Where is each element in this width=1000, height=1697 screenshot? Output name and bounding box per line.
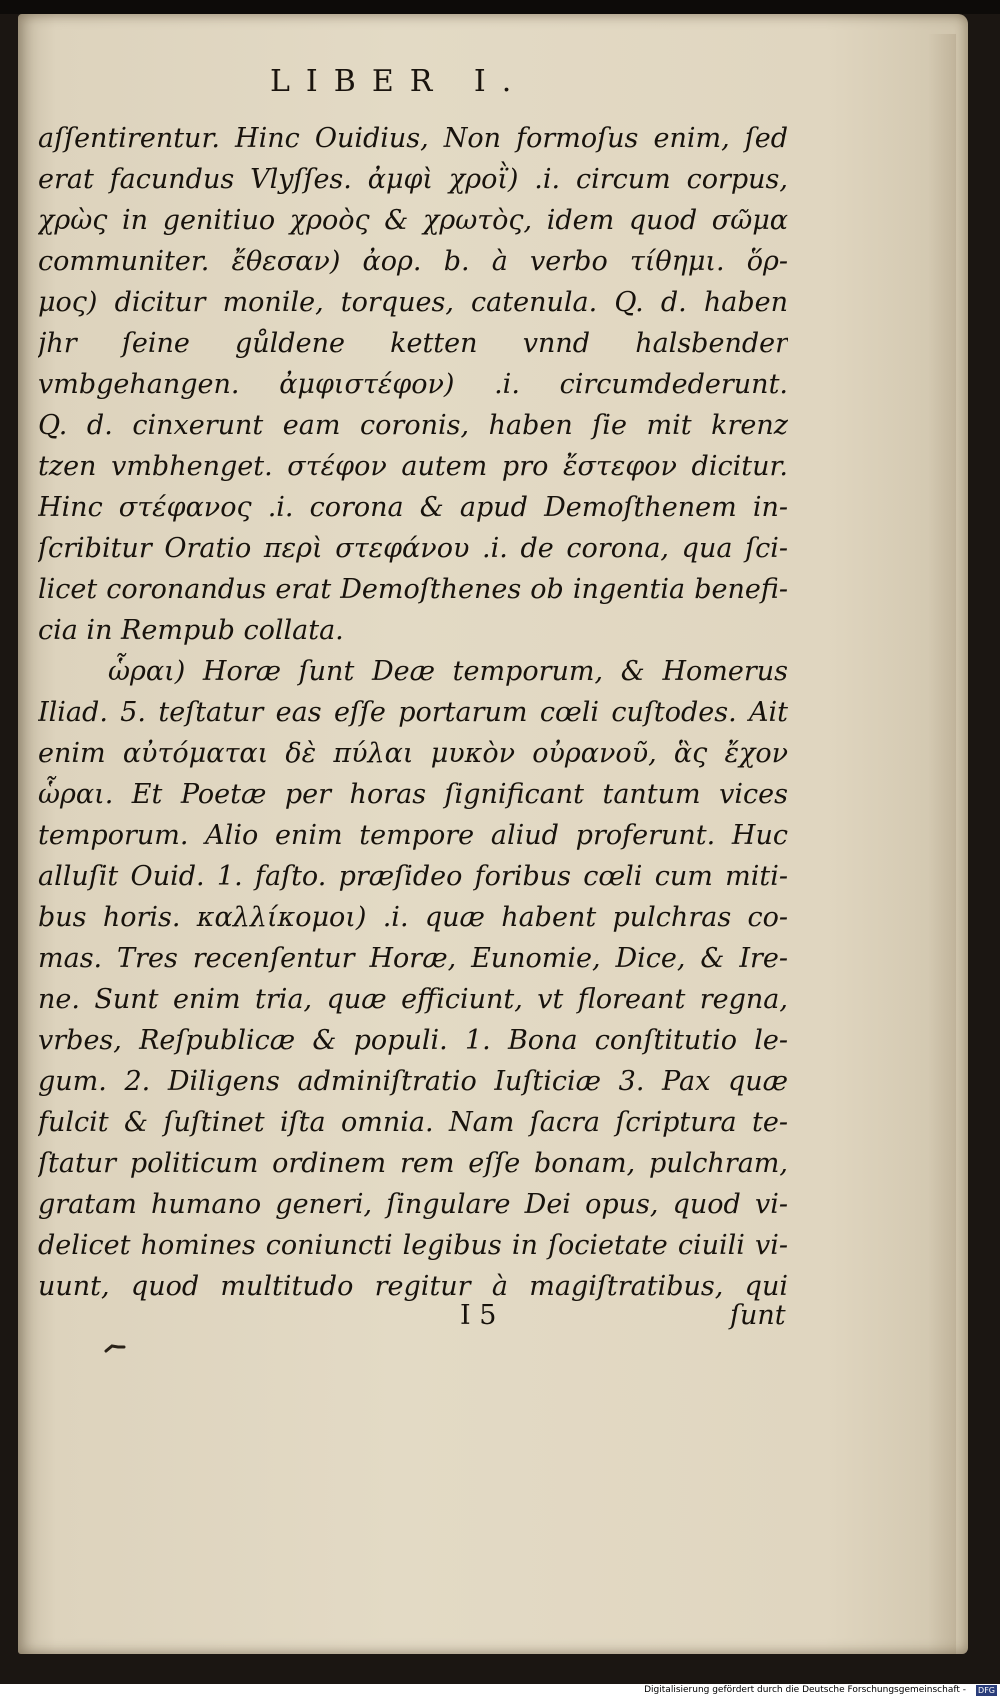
text-line: ſtatur politicum ordinem rem eſſe bonam, pulchram, [38, 1148, 788, 1179]
text-line: gum. 2. Diligens adminiſtratio Iuſticiæ 3. Pax quæ [38, 1066, 788, 1097]
text-line: licet coronandus erat Demoſthenes ob ingentia benefi- [38, 574, 788, 605]
scan-background [0, 0, 1000, 14]
body-text [38, 118, 788, 1307]
text-line: temporum. Alio enim tempore aliud proferunt. Huc [38, 820, 788, 851]
text-line: delicet homines coniuncti legibus in ſocietate ciuili vi- [38, 1230, 788, 1261]
digitization-credit: Digitalisierung gefördert durch die Deutsche Forschungsgemeinschaft - [644, 1685, 966, 1695]
text-line: Iliad. 5. teſtatur eas eſſe portarum cœli cuſtodes. Ait [38, 697, 788, 728]
text-line: communiter. ἔθεσαν) ἀορ. b. à verbo τίθημι. ὅρ- [38, 246, 788, 277]
text-line: ὧραι) Horæ ſunt Deæ temporum, & Homerus [108, 656, 788, 687]
text-line: bus horis. καλλίκομοι) .i. quæ habent pulchras co- [38, 902, 788, 933]
text-line: tzen vmbhenget. στέφον autem pro ἔστεφον dicitur. [38, 451, 788, 482]
text-line: vrbes, Reſpublicæ & populi. 1. Bona conſtitutio le- [38, 1025, 788, 1056]
text-line: Hinc στέφανος .i. corona & apud Demoſthenem in- [38, 492, 788, 523]
text-line: enim αὐτόμαται δὲ πύλαι μυκὸν οὐρανοῦ, ἃς ἔχον [38, 738, 788, 769]
text-line: fulcit & ſuſtinet iſta omnia. Nam ſacra ſcriptura te- [38, 1107, 788, 1138]
dfg-logo: DFG [978, 1686, 995, 1695]
text-line: mas. Tres recenſentur Horæ, Eunomie, Dice, & Ire- [38, 943, 788, 974]
text-line: cia in Rempub collata. [38, 615, 344, 646]
text-line: uunt, quod multitudo regitur à magiſtratibus, qui [38, 1271, 788, 1302]
text-line: aſſentirentur. Hinc Ouidius, Non formoſus enim, ſed [38, 123, 788, 154]
text-line: jhr ſeine gůldene ketten vnnd halsbender [38, 328, 788, 359]
running-head: LIBER I. [270, 64, 528, 99]
text-line: ſcribitur Oratio περὶ στεφάνου .i. de corona, qua ſci- [38, 533, 788, 564]
catchword: ſunt [730, 1300, 786, 1331]
text-line: ne. Sunt enim tria, quæ efficiunt, vt floreant regna, [38, 984, 788, 1015]
text-line: vmbgehangen. ἀμφιστέφον) .i. circumdederunt. [38, 369, 788, 400]
page-edge-shadow [928, 34, 956, 1654]
signature-mark: I 5 [460, 1300, 497, 1331]
text-line: alluſit Ouid. 1. faſto. præſideo foribus cœli cum miti- [38, 861, 788, 892]
text-line: χρὼς in genitiuo χροὸς & χρωτὸς, idem quod σῶμα [38, 205, 788, 236]
text-line: ὧραι. Et Poetæ per horas ſignificant tantum vices [38, 779, 788, 810]
text-line: erat facundus Vlyſſes. ἀμφὶ χροῒ) .i. circum corpus, [38, 164, 788, 195]
text-line: μος) dicitur monile, torques, catenula. Q. d. haben [38, 287, 788, 318]
text-line: gratam humano generi, ſingulare Dei opus, quod vi- [38, 1189, 788, 1220]
text-line: Q. d. cinxerunt eam coronis, haben ſie mit krenz [38, 410, 788, 441]
ink-speck [104, 1343, 140, 1353]
